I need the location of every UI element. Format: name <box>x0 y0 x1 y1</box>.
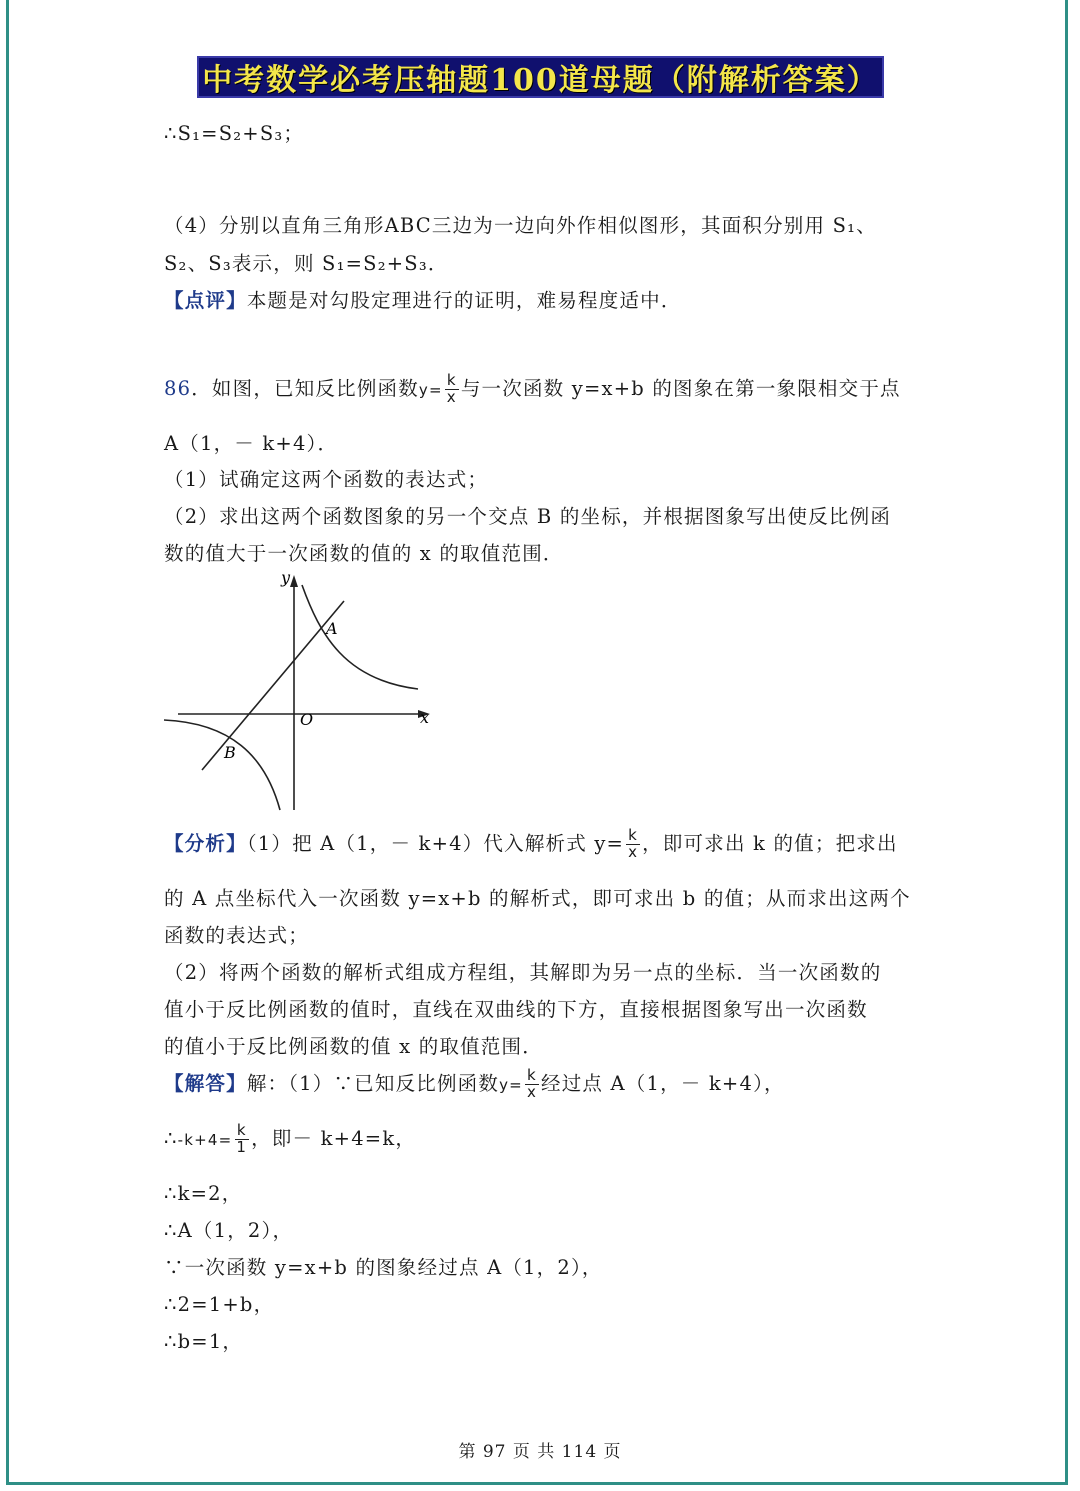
label-point-b: B <box>224 743 236 762</box>
fraction-k-over-x <box>445 373 459 406</box>
hyperbola-branch-first-quadrant <box>302 585 418 689</box>
function-graph <box>160 565 440 815</box>
fraction-k-over-x <box>525 1068 539 1101</box>
solution-tag: 【解答】 <box>164 1072 247 1095</box>
text-line: （2）求出这两个函数图象的另一个交点 B 的坐标，并根据图象写出使反比例函 <box>164 505 892 528</box>
text-line: 函数的表达式； <box>164 924 309 947</box>
text-line: A（1，－ k+4）． <box>164 432 339 455</box>
text-line: ∴k=2， <box>164 1182 243 1205</box>
equation: y= <box>418 381 443 399</box>
text-segment: ∴ <box>164 1127 178 1150</box>
fraction-numerator: k <box>527 1066 537 1085</box>
text-line: ∴A（1，2）， <box>164 1219 294 1242</box>
text-segment: 解：（1）∵已知反比例函数 <box>246 1072 500 1095</box>
comment-line <box>164 285 682 313</box>
text-segment: 经过点 A（1，－ k+4）， <box>541 1072 785 1095</box>
fraction-numerator: k <box>628 826 639 845</box>
fraction-denominator: x <box>628 843 639 861</box>
text-segment: ．如图，已知反比例函数 <box>191 377 419 400</box>
title-banner <box>197 56 884 98</box>
comment-text: 本题是对勾股定理进行的证明，难易程度适中． <box>246 289 682 312</box>
comment-tag: 【点评】 <box>164 289 247 312</box>
text-line: （4）分别以直角三角形ABC三边为一边向外作相似图形，其面积分别用 S₁、 <box>164 214 877 237</box>
text-line: S₂、S₃表示，则 S₁=S₂+S₃． <box>164 252 449 275</box>
fraction-denominator: x <box>526 1083 538 1101</box>
analysis-line <box>164 828 898 861</box>
text-segment: 与一次函数 y=x+b 的图象在第一象限相交于点 <box>460 377 901 400</box>
page-title: 中考数学必考压轴题100道母题（附解析答案） <box>202 63 879 98</box>
fraction-denominator: 1 <box>236 1138 248 1156</box>
text-line: 值小于反比例函数的值时，直线在双曲线的下方，直接根据图象写出一次函数 <box>164 998 868 1021</box>
text-line: ∴2=1+b， <box>164 1293 275 1316</box>
text-line: ∴S₁=S₂+S₃； <box>164 122 305 145</box>
text-line: 的值小于反比例函数的值 x 的取值范围． <box>164 1035 543 1058</box>
label-y: y <box>281 568 291 587</box>
label-x: x <box>420 708 430 727</box>
text-line: ∵一次函数 y=x+b 的图象经过点 A（1，2）， <box>164 1256 603 1279</box>
text-segment: ，即可求出 k 的值；把求出 <box>642 832 898 855</box>
y-axis-arrow <box>290 575 298 587</box>
fraction-k-over-x <box>626 828 640 861</box>
text-line: （1）试确定这两个函数的表达式； <box>164 468 489 491</box>
text-line: （2）将两个函数的解析式组成方程组，其解即为另一点的坐标．当一次函数的 <box>164 961 882 984</box>
question-number: 86 <box>164 377 192 400</box>
page-footer: 第 97 页 共 114 页 <box>458 1442 622 1462</box>
analysis-tag: 【分析】 <box>164 832 247 855</box>
fraction-denominator: x <box>446 388 457 406</box>
text-line: ∴b=1， <box>164 1330 244 1353</box>
label-point-a: A <box>326 619 338 638</box>
hyperbola-branch-third-quadrant <box>164 720 280 810</box>
fraction-k-over-1 <box>234 1123 249 1156</box>
text-line: 数的值大于一次函数的值的 x 的取值范围． <box>164 542 564 565</box>
label-origin: O <box>300 710 314 729</box>
solution-line <box>164 1068 785 1101</box>
equation: -k+4= <box>177 1131 233 1149</box>
text-segment: ，即－ k+4=k， <box>251 1127 417 1150</box>
fraction-numerator: k <box>446 371 457 390</box>
equation: y= <box>499 1076 523 1094</box>
text-segment: （1）把 A（1，－ k+4）代入解析式 y= <box>246 832 625 855</box>
solution-line <box>164 1123 416 1156</box>
fraction-numerator: k <box>236 1121 247 1140</box>
text-line: 的 A 点坐标代入一次函数 y=x+b 的解析式，即可求出 b 的值；从而求出这两个 <box>164 887 911 910</box>
question-line <box>164 373 901 406</box>
